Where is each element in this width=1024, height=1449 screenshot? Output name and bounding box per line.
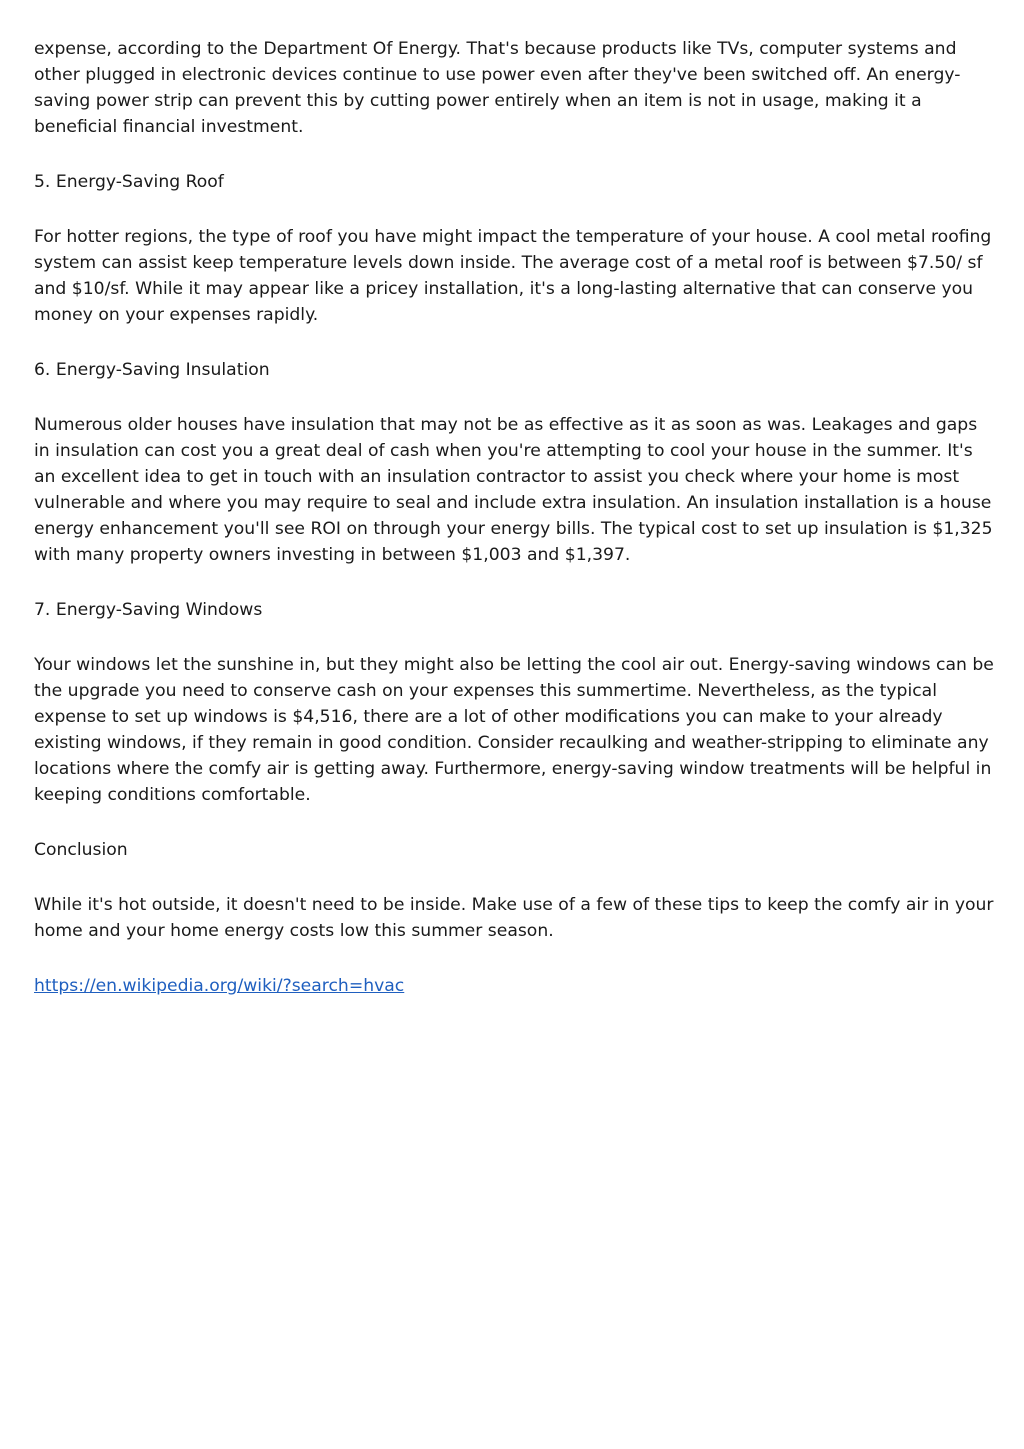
heading-energy-saving-roof: 5. Energy-Saving Roof (34, 172, 224, 192)
paragraph-roof: For hotter regions, the type of roof you have might impact the temperature of your house. A cool metal roofing system can assist keep temperature levels down inside. The average cost of a metal roof is between $7.50/ sf and $10/sf. While it may appear like a pricey installation, it's a long-lasting alternative that can conserve you money on your expenses rapidly. (34, 227, 992, 325)
paragraph-power-strip: expense, according to the Department Of Energy. That's because products like TVs, computer systems and other plugged in electronic devices continue to use power even after they've been switched off. An energy-saving power strip can prevent this by cutting power entirely when an item is not in usage, making it a beneficial financial investment. (34, 39, 961, 137)
wikipedia-hvac-link[interactable]: https://en.wikipedia.org/wiki/?search=hvac (34, 976, 405, 996)
document-body (34, 36, 996, 1028)
heading-energy-saving-insulation: 6. Energy-Saving Insulation (34, 360, 270, 380)
heading-energy-saving-windows: 7. Energy-Saving Windows (34, 600, 263, 620)
paragraph-windows: Your windows let the sunshine in, but they might also be letting the cool air out. Energy-saving windows can be the upgrade you need to conserve cash on your expenses this summertime. Nevertheless, as the typical expense to set up windows is $4,516, there are a lot of other modifications you can make to your already existing windows, if they remain in good condition. Consider recaulking and weather-stripping to eliminate any locations where the comfy air is getting away. Furthermore, energy-saving window treatments will be helpful in keeping conditions comfortable. (34, 655, 994, 805)
heading-conclusion: Conclusion (34, 840, 128, 860)
link-paragraph (34, 973, 996, 999)
paragraph-insulation: Numerous older houses have insulation that may not be as effective as it as soon as was. Leakages and gaps in insulation can cost you a great deal of cash when you're attempting to cool your house in the summer. It's an excellent idea to get in touch with an insulation contractor to assist you check where your home is most vulnerable and where you may require to seal and include extra insulation. An insulation installation is a house energy enhancement you'll see ROI on through your energy bills. The typical cost to set up insulation is $1,325 with many property owners investing in between $1,003 and $1,397. (34, 415, 993, 565)
paragraph-conclusion: While it's hot outside, it doesn't need to be inside. Make use of a few of these tips to keep the comfy air in your home and your home energy costs low this summer season. (34, 895, 994, 941)
